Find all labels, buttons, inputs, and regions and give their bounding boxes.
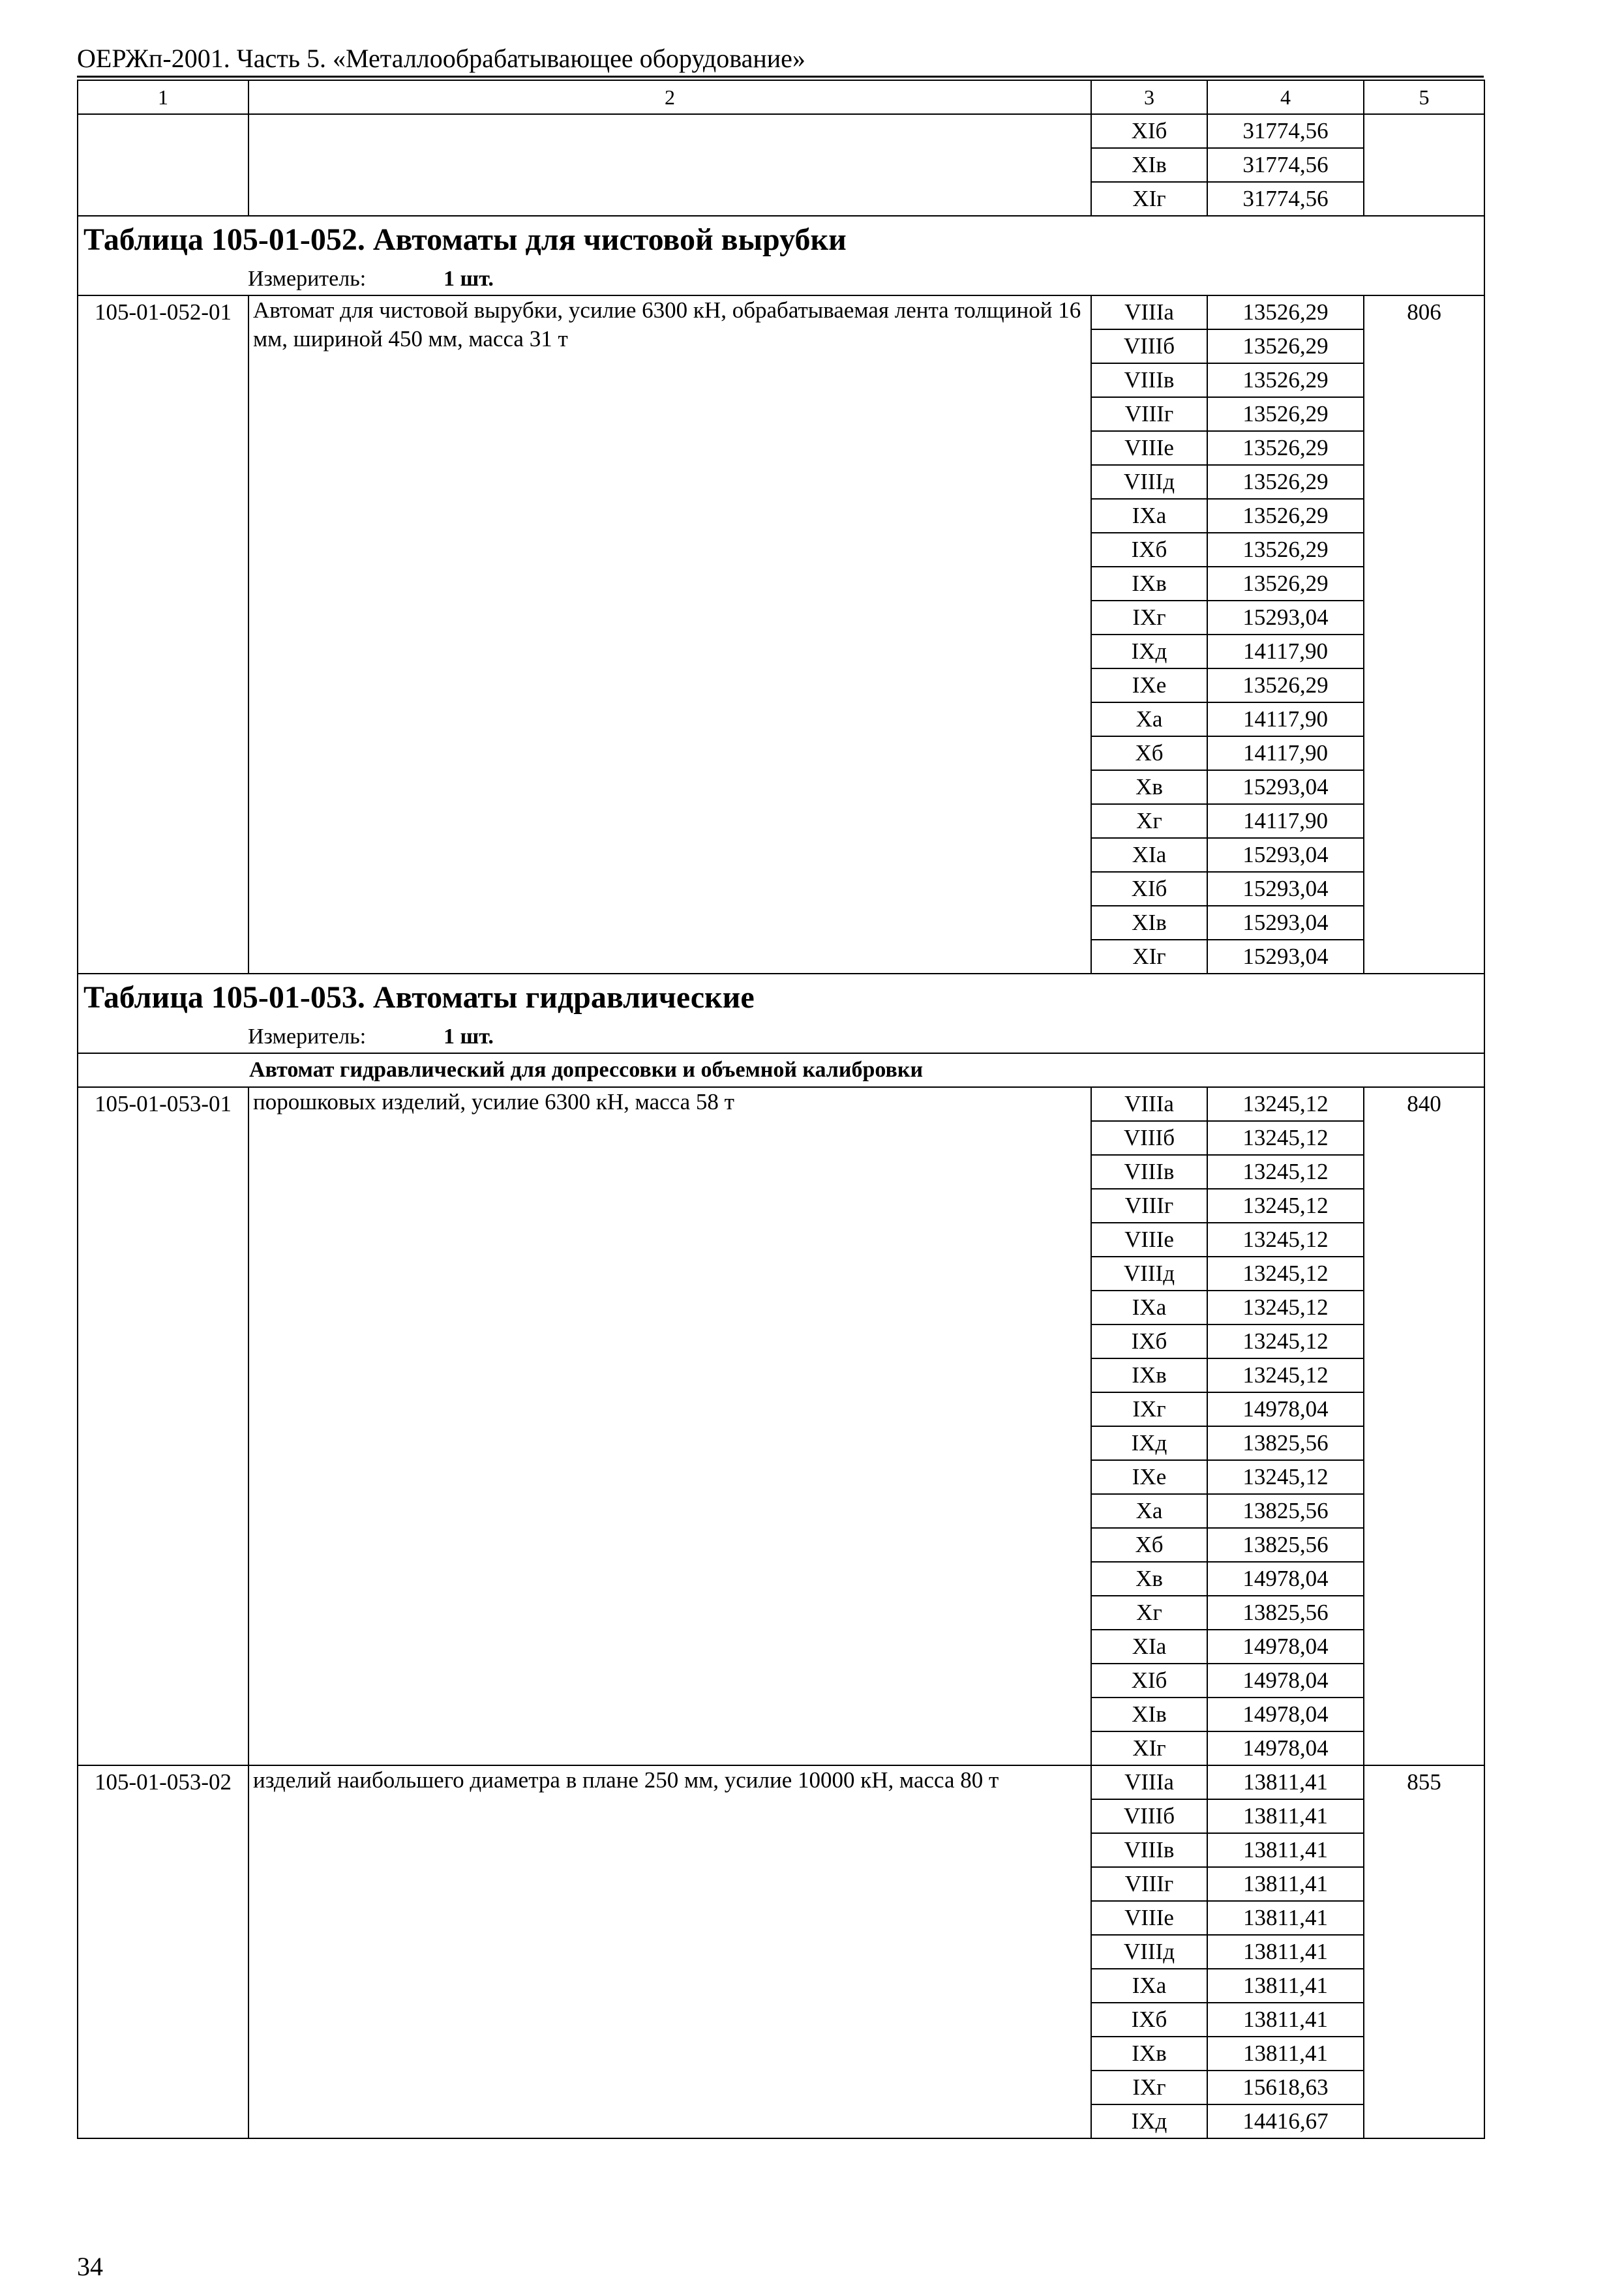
price-cell: 15293,04	[1207, 601, 1364, 635]
item-description	[248, 114, 1091, 216]
price-cell: 13245,12	[1207, 1155, 1364, 1189]
unit-cell	[78, 263, 1484, 295]
item-code: 105-01-052-01	[78, 295, 248, 974]
price-cell: 13526,29	[1207, 329, 1364, 363]
price-cell: 14117,90	[1207, 804, 1364, 838]
table-row	[78, 1087, 1484, 1121]
zone-cell: IXг	[1091, 2071, 1207, 2104]
zone-cell: Xб	[1091, 1528, 1207, 1562]
item-code: 105-01-053-02	[78, 1765, 248, 2138]
zone-cell: Xв	[1091, 770, 1207, 804]
zone-cell: IXб	[1091, 1324, 1207, 1358]
zone-cell: VIIIд	[1091, 465, 1207, 499]
item-description: изделий наибольшего диаметра в плане 250 мм, усилие 10000 кН, масса 80 т	[248, 1765, 1091, 2138]
price-cell: 13245,12	[1207, 1257, 1364, 1291]
price-cell: 14117,90	[1207, 702, 1364, 736]
item-col5: 806	[1364, 295, 1484, 974]
rates-table	[77, 80, 1485, 2139]
price-cell: 31774,56	[1207, 182, 1364, 216]
price-cell: 13245,12	[1207, 1121, 1364, 1155]
subheading-row	[78, 1053, 1484, 1087]
price-cell: 13811,41	[1207, 1867, 1364, 1901]
zone-cell: IXв	[1091, 2037, 1207, 2071]
unit-label: Измеритель:	[248, 267, 367, 291]
price-cell: 13245,12	[1207, 1223, 1364, 1257]
zone-cell: XIа	[1091, 838, 1207, 872]
table-title-row	[78, 216, 1484, 263]
zone-cell: Xб	[1091, 736, 1207, 770]
price-cell: 13526,29	[1207, 567, 1364, 601]
unit-value: 1 шт.	[444, 267, 494, 291]
zone-cell: VIIIб	[1091, 1121, 1207, 1155]
price-cell: 13811,41	[1207, 1765, 1364, 1799]
subheading: Автомат гидравлический для допрессовки и объемной калибровки	[78, 1053, 1484, 1087]
table-title-row	[78, 974, 1484, 1021]
price-cell: 13245,12	[1207, 1189, 1364, 1223]
table-row	[78, 114, 1484, 148]
price-cell: 13811,41	[1207, 2003, 1364, 2037]
price-cell: 15618,63	[1207, 2071, 1364, 2104]
price-cell: 31774,56	[1207, 148, 1364, 182]
zone-cell: XIг	[1091, 182, 1207, 216]
item-code	[78, 114, 248, 216]
price-cell: 13825,56	[1207, 1596, 1364, 1630]
price-cell: 13526,29	[1207, 668, 1364, 702]
zone-cell: Xв	[1091, 1562, 1207, 1596]
price-cell: 31774,56	[1207, 114, 1364, 148]
zone-cell: VIIIд	[1091, 1257, 1207, 1291]
price-cell: 13811,41	[1207, 1969, 1364, 2003]
price-cell: 13245,12	[1207, 1358, 1364, 1392]
zone-cell: VIIIв	[1091, 1833, 1207, 1867]
column-number: 4	[1207, 80, 1364, 114]
item-description: Автомат для чистовой вырубки, усилие 6300 кН, обрабатываемая лента толщиной 16 мм, шириной 450 мм, масса 31 т	[248, 295, 1091, 974]
zone-cell: IXг	[1091, 1392, 1207, 1426]
page-number: 34	[77, 2252, 103, 2281]
item-col5	[1364, 114, 1484, 216]
zone-cell: IXа	[1091, 1969, 1207, 2003]
table-row	[78, 295, 1484, 329]
zone-cell: VIIIе	[1091, 1901, 1207, 1935]
zone-cell: IXг	[1091, 601, 1207, 635]
price-cell: 15293,04	[1207, 940, 1364, 974]
zone-cell: VIIIб	[1091, 1799, 1207, 1833]
zone-cell: IXе	[1091, 668, 1207, 702]
zone-cell: VIIIг	[1091, 1867, 1207, 1901]
zone-cell: XIв	[1091, 906, 1207, 940]
table-title: Таблица 105-01-053. Автоматы гидравлические	[78, 974, 1484, 1021]
page-header: ОЕРЖп-2001. Часть 5. «Металлообрабатывающее оборудование»	[77, 44, 805, 73]
table-title: Таблица 105-01-052. Автоматы для чистовой вырубки	[78, 216, 1484, 263]
zone-cell: VIIIе	[1091, 1223, 1207, 1257]
price-cell: 13245,12	[1207, 1291, 1364, 1324]
price-cell: 14978,04	[1207, 1630, 1364, 1664]
zone-cell: Xа	[1091, 702, 1207, 736]
unit-value: 1 шт.	[444, 1025, 494, 1049]
column-number: 3	[1091, 80, 1207, 114]
price-cell: 13245,12	[1207, 1460, 1364, 1494]
price-cell: 14416,67	[1207, 2104, 1364, 2138]
zone-cell: IXб	[1091, 533, 1207, 567]
price-cell: 13811,41	[1207, 1833, 1364, 1867]
item-description: порошковых изделий, усилие 6300 кН, масса 58 т	[248, 1087, 1091, 1765]
price-cell: 13811,41	[1207, 2037, 1364, 2071]
price-cell: 14978,04	[1207, 1731, 1364, 1765]
price-cell: 13245,12	[1207, 1087, 1364, 1121]
zone-cell: VIIIв	[1091, 363, 1207, 397]
price-cell: 13526,29	[1207, 363, 1364, 397]
price-cell: 13526,29	[1207, 533, 1364, 567]
rates-table-body	[78, 80, 1484, 2138]
zone-cell: Xг	[1091, 804, 1207, 838]
zone-cell: VIIIа	[1091, 1765, 1207, 1799]
price-cell: 13825,56	[1207, 1494, 1364, 1528]
zone-cell: IXв	[1091, 1358, 1207, 1392]
unit-row	[78, 1021, 1484, 1053]
zone-cell: XIг	[1091, 1731, 1207, 1765]
price-cell: 15293,04	[1207, 906, 1364, 940]
column-number: 1	[78, 80, 248, 114]
column-number-row	[78, 80, 1484, 114]
price-cell: 14978,04	[1207, 1698, 1364, 1731]
price-cell: 13825,56	[1207, 1426, 1364, 1460]
unit-label: Измеритель:	[248, 1025, 367, 1049]
zone-cell: XIа	[1091, 1630, 1207, 1664]
zone-cell: IXе	[1091, 1460, 1207, 1494]
price-cell: 13825,56	[1207, 1528, 1364, 1562]
zone-cell: XIг	[1091, 940, 1207, 974]
item-col5: 840	[1364, 1087, 1484, 1765]
zone-cell: VIIIе	[1091, 431, 1207, 465]
column-number: 5	[1364, 80, 1484, 114]
zone-cell: VIIIа	[1091, 1087, 1207, 1121]
zone-cell: XIб	[1091, 114, 1207, 148]
zone-cell: VIIIв	[1091, 1155, 1207, 1189]
zone-cell: Xг	[1091, 1596, 1207, 1630]
item-col5: 855	[1364, 1765, 1484, 2138]
zone-cell: XIб	[1091, 872, 1207, 906]
table-row	[78, 1765, 1484, 1799]
price-cell: 13526,29	[1207, 295, 1364, 329]
zone-cell: XIв	[1091, 1698, 1207, 1731]
zone-cell: VIIIг	[1091, 397, 1207, 431]
zone-cell: VIIIд	[1091, 1935, 1207, 1969]
price-cell: 13811,41	[1207, 1935, 1364, 1969]
price-cell: 13245,12	[1207, 1324, 1364, 1358]
zone-cell: XIб	[1091, 1664, 1207, 1698]
unit-cell	[78, 1021, 1484, 1053]
zone-cell: VIIIа	[1091, 295, 1207, 329]
column-number: 2	[248, 80, 1091, 114]
price-cell: 13526,29	[1207, 499, 1364, 533]
price-cell: 14978,04	[1207, 1664, 1364, 1698]
price-cell: 14978,04	[1207, 1562, 1364, 1596]
zone-cell: IXд	[1091, 635, 1207, 668]
price-cell: 15293,04	[1207, 838, 1364, 872]
zone-cell: XIв	[1091, 148, 1207, 182]
unit-row	[78, 263, 1484, 295]
price-cell: 14978,04	[1207, 1392, 1364, 1426]
header-rule	[77, 76, 1484, 78]
zone-cell: IXд	[1091, 2104, 1207, 2138]
zone-cell: IXа	[1091, 1291, 1207, 1324]
price-cell: 13811,41	[1207, 1799, 1364, 1833]
price-cell: 13526,29	[1207, 431, 1364, 465]
zone-cell: VIIIб	[1091, 329, 1207, 363]
price-cell: 14117,90	[1207, 635, 1364, 668]
price-cell: 13811,41	[1207, 1901, 1364, 1935]
zone-cell: IXб	[1091, 2003, 1207, 2037]
price-cell: 13526,29	[1207, 397, 1364, 431]
price-cell: 15293,04	[1207, 872, 1364, 906]
item-code: 105-01-053-01	[78, 1087, 248, 1765]
zone-cell: IXд	[1091, 1426, 1207, 1460]
zone-cell: Xа	[1091, 1494, 1207, 1528]
zone-cell: IXв	[1091, 567, 1207, 601]
price-cell: 13526,29	[1207, 465, 1364, 499]
zone-cell: IXа	[1091, 499, 1207, 533]
price-cell: 14117,90	[1207, 736, 1364, 770]
zone-cell: VIIIг	[1091, 1189, 1207, 1223]
price-cell: 15293,04	[1207, 770, 1364, 804]
